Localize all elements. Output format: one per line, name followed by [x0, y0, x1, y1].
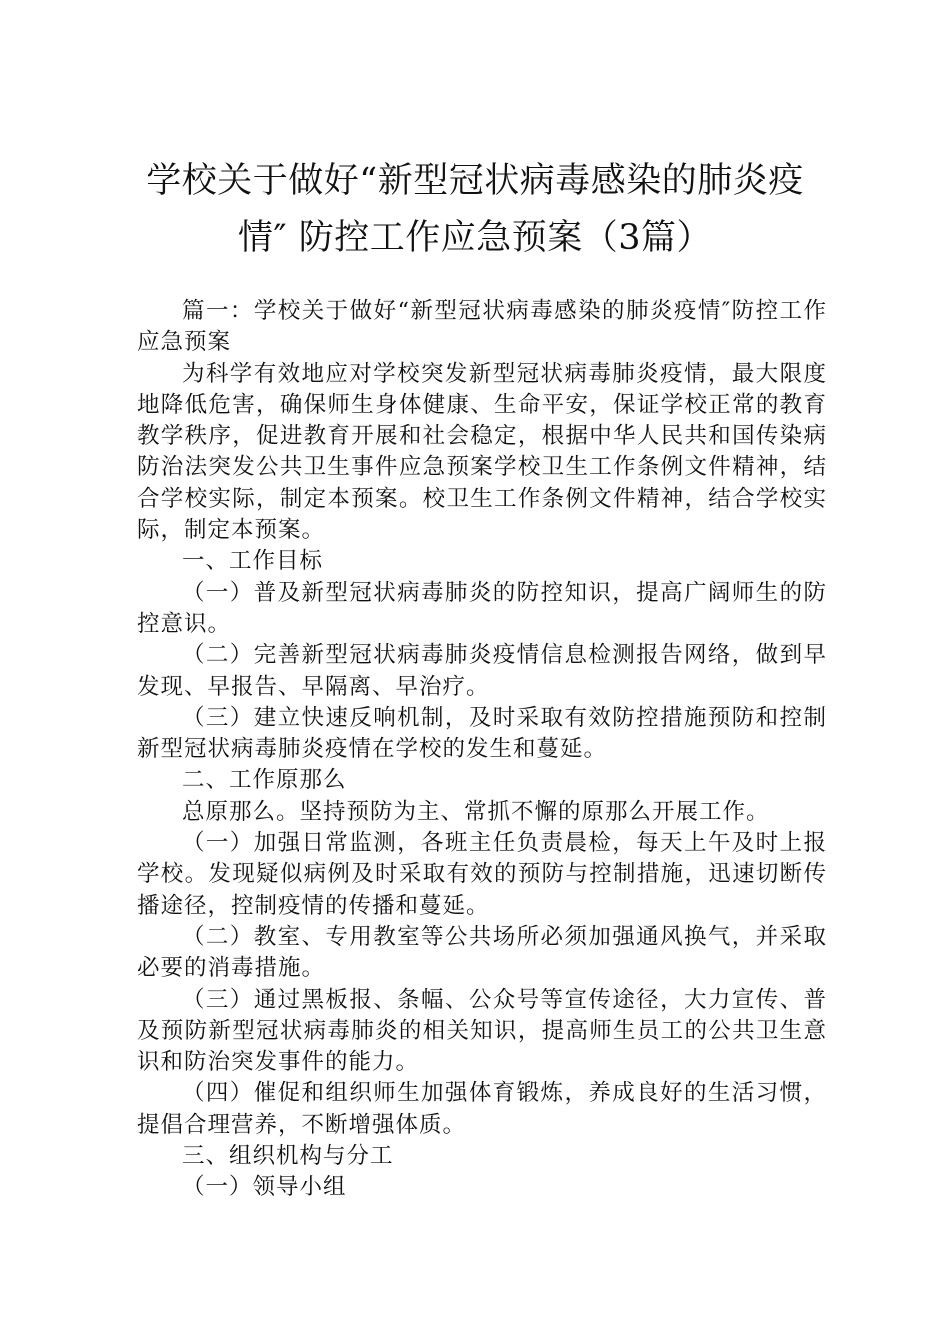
document-body: [137, 296, 827, 1204]
document-title-line-2: 情″ 防控工作应急预案（3篇）: [238, 218, 712, 258]
organization-item-1: （一）领导小组: [182, 1174, 347, 1201]
goal-item-2: （二）完善新型冠状病毒肺炎疫情信息检测报告网络，做到早发现、早报告、早隔离、早治疗。: [137, 642, 827, 700]
principle-item-4: （四）催促和组织师生加强体育锻炼，养成良好的生活习惯，提倡合理营养，不断增强体质。: [137, 1080, 827, 1138]
principle-item-1: （一）加强日常监测，各班主任负责晨检，每天上午及时上报学校。发现疑似病例及时采取有效的预防与控制措施，迅速切断传播途径，控制疫情的传播和蔓延。: [137, 830, 827, 919]
heading-work-principles: 二、工作原那么: [182, 767, 347, 794]
goal-item-3: （三）建立快速反响机制，及时采取有效防控措施预防和控制新型冠状病毒肺炎疫情在学校的发生和蔓延。: [137, 704, 827, 763]
principle-item-2: （二）教室、专用教室等公共场所必须加强通风换气，并采取必要的消毒措施。: [137, 923, 827, 982]
general-principle: 总原那么。坚持预防为主、常抓不懈的原那么开展工作。: [182, 798, 770, 825]
document-title-line-1: 学校关于做好“新型冠状病毒感染的肺炎疫: [146, 161, 804, 201]
heading-work-goals: 一、工作目标: [182, 548, 324, 575]
principle-item-3: （三）通过黑板报、条幅、公众号等宣传途径，大力宣传、普及预防新型冠状病毒肺炎的相关知识，提高师生员工的公共卫生意识和防治突发事件的能力。: [137, 986, 827, 1076]
heading-organization: 三、组织机构与分工: [182, 1143, 394, 1170]
goal-item-1: （一）普及新型冠状病毒肺炎的防控知识，提高广阔师生的防控意识。: [137, 579, 827, 637]
intro-paragraph: 为科学有效地应对学校突发新型冠状病毒肺炎疫情，最大限度地降低危害，确保师生身体健康、生命平安，保证学校正常的教育教学秩序，促进教育开展和社会稳定，根据中华人民共和国传染病防治法突发公共卫生事件应急预案学校卫生工作条例文件精神，结合学校实际，制定本预案。校卫生工作条例文件精神，结合学校实际，制定本预案。: [137, 360, 827, 544]
section-heading-part-one: 篇一：学校关于做好“新型冠状病毒感染的肺炎疫情″防控工作应急预案: [137, 298, 827, 356]
